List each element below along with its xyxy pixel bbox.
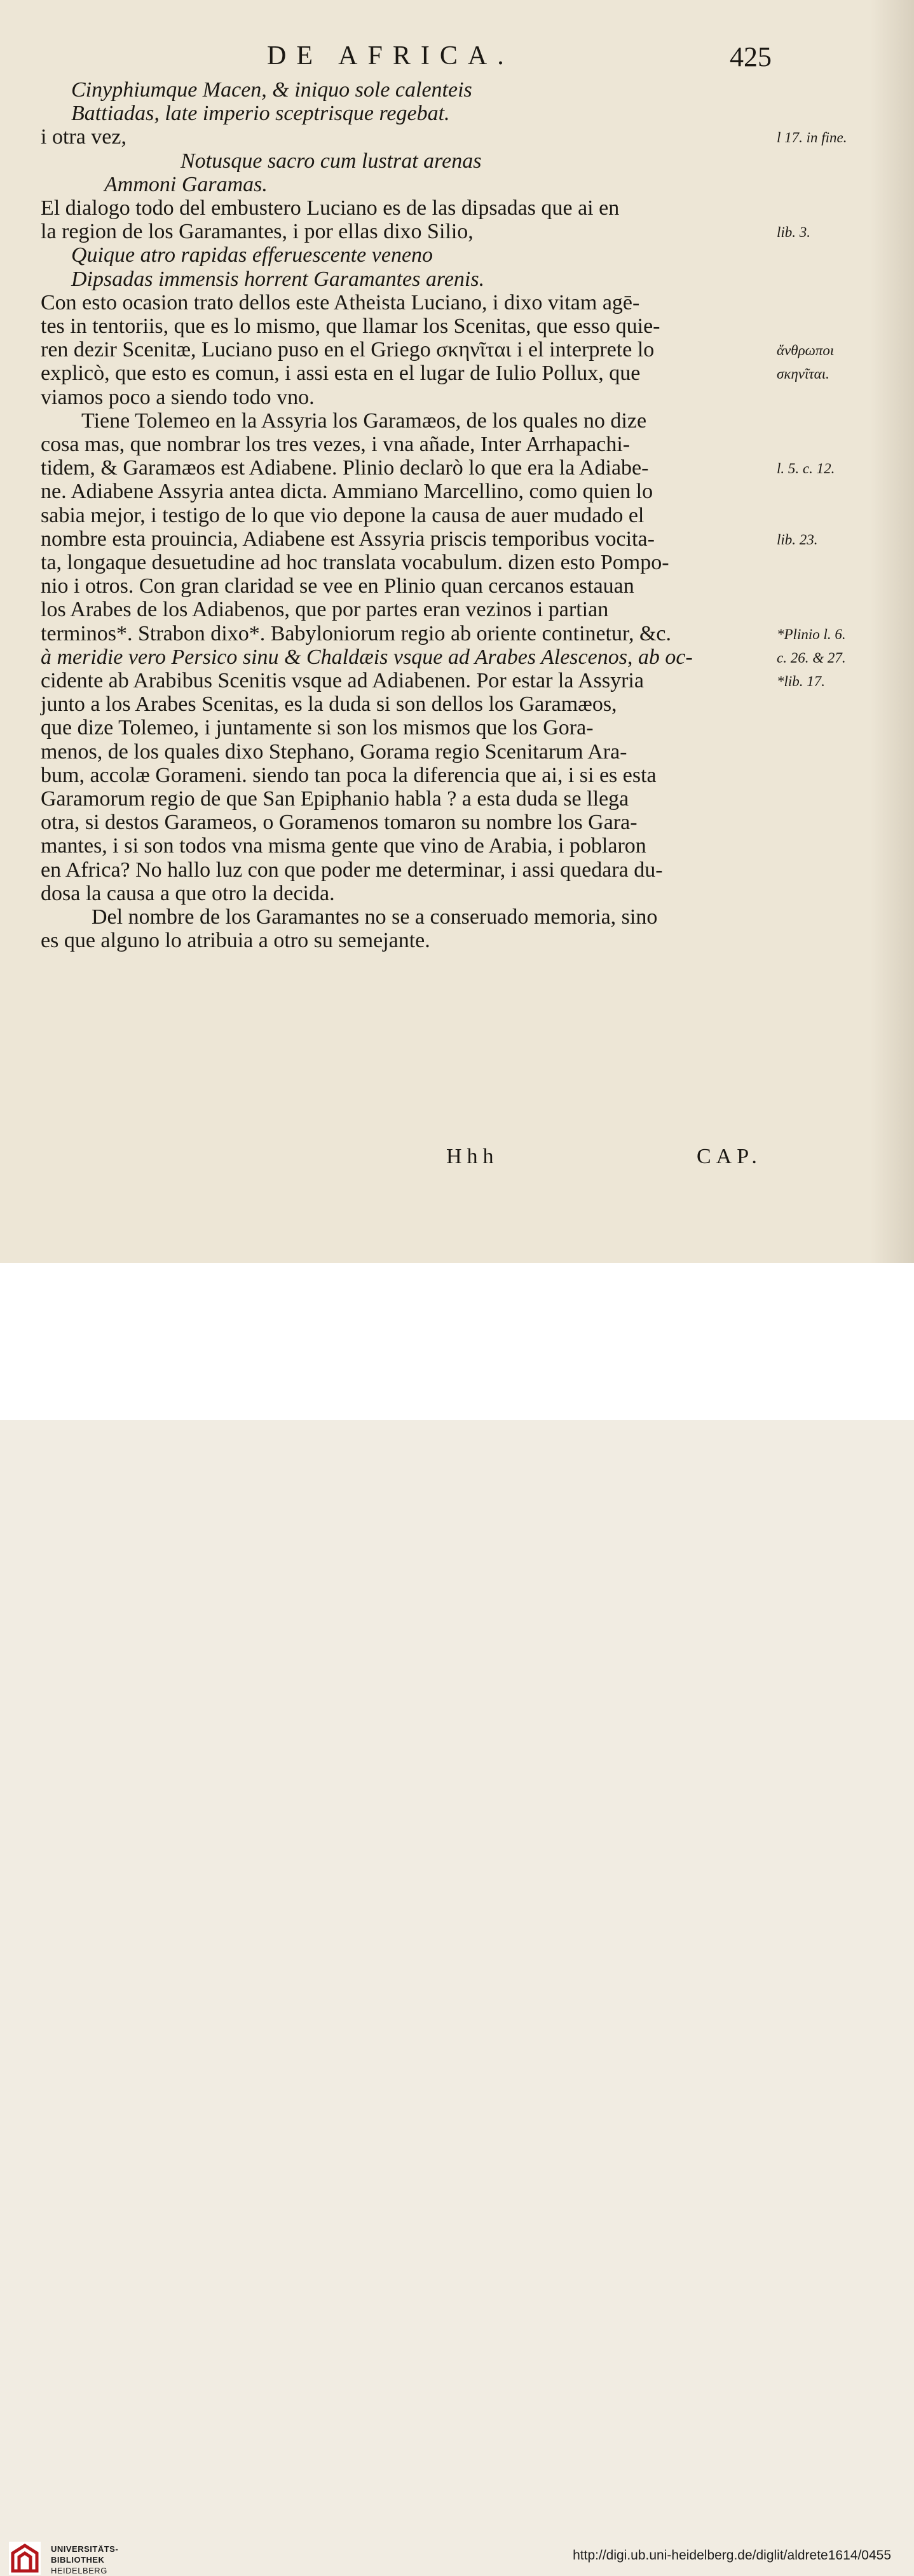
margin-note: l 17. in fine. — [777, 130, 847, 146]
text-line: que dize Tolemeo, i juntamente si son los mismos que los Gora- — [41, 716, 594, 740]
text-line: cidente ab Arabibus Scenitis vsque ad Adiabenen. Por estar la Assyria — [41, 669, 644, 692]
text-line: es que alguno lo atribuia a otro su semejante. — [41, 929, 430, 953]
text-line: menos, de los quales dixo Stephano, Gorama regio Scenitarum Ara- — [41, 739, 627, 764]
text-line: la region de los Garamantes, i por ellas dixo Silio, — [41, 220, 474, 244]
text-line: mantes, i si son todos vna misma gente que vino de Arabia, i poblaron — [41, 834, 646, 858]
text-line: tidem, & Garamæos est Adiabene. Plinio declarò lo que era la Adiabe- — [41, 456, 649, 480]
text-line: Tiene Tolemeo en la Assyria los Garamæos, de los quales no dize — [81, 408, 647, 433]
text-line: nio i otros. Con gran claridad se vee en Plinio quan cercanos estauan — [41, 574, 634, 598]
margin-note: *lib. 17. — [777, 673, 826, 689]
text-line: ren dezir Scenitæ, Luciano puso en el Griego σκηνῖται i el interprete lo — [41, 338, 655, 362]
margin-note: c. 26. & 27. — [777, 649, 846, 666]
text-line: à meridie vero Persico sinu & Chaldæis vsque ad Arabes Alescenos, ab oc- — [41, 645, 693, 669]
text-line: i otra vez, — [41, 125, 126, 149]
text-line: dosa la causa a que otro la decida. — [41, 881, 335, 905]
text-line: Quique atro rapidas efferuescente veneno — [71, 243, 433, 267]
text-line: explicò, que esto es comun, i assi esta en el lugar de Iulio Pollux, que — [41, 361, 641, 386]
library-name-line: BIBLIOTHEK — [51, 2555, 105, 2565]
library-name-line: UNIVERSITÄTS- — [51, 2544, 119, 2554]
page-number: 425 — [730, 41, 772, 72]
text-line: Ammoni Garamas. — [104, 172, 268, 196]
text-line: viamos poco a siendo todo vno. — [41, 385, 315, 409]
margin-note: l. 5. c. 12. — [777, 461, 835, 477]
margin-note: *Plinio l. 6. — [777, 626, 846, 642]
text-line: sabia mejor, i testigo de lo que vio depone la causa de auer mudado el — [41, 503, 645, 527]
text-line: nombre esta prouincia, Adiabene est Assyria priscis temporibus vocita- — [41, 527, 655, 551]
text-line: Garamorum regio de que San Epiphanio habla ? a esta duda se llega — [41, 787, 629, 811]
catchword: CAP. — [697, 1145, 762, 1168]
text-line: Notusque sacro cum lustrat arenas — [181, 149, 482, 173]
text-line: cosa mas, que nombrar los tres vezes, i vna añade, Inter Arrhapachi- — [41, 433, 631, 456]
source-url-link[interactable]: http://digi.ub.uni-heidelberg.de/diglit/aldrete1614/0455 — [573, 2548, 891, 2563]
text-line: bum, accolæ Gorameni. siendo tan poca la diferencia que ai, i si es esta — [41, 763, 657, 787]
text-line: tes in tentoriis, que es lo mismo, que llamar los Scenitas, que esso quie- — [41, 314, 660, 338]
text-line: Con esto ocasion trato dellos este Atheista Luciano, i dixo vitam agē- — [41, 290, 640, 314]
book-page — [0, 0, 914, 1263]
footer-bar — [0, 1263, 914, 2575]
library-name-line: HEIDELBERG — [51, 2566, 107, 2575]
library-logo-icon — [9, 2542, 41, 2575]
text-line: otra, si destos Garameos, o Goramenos tomaron su nombre los Gara- — [41, 811, 638, 835]
library-name — [51, 2544, 118, 2576]
text-line: Dipsadas immensis horrent Garamantes arenis. — [71, 267, 485, 291]
page-header — [0, 41, 914, 79]
margin-note: lib. 23. — [777, 531, 818, 548]
text-line: junto a los Arabes Scenitas, es la duda si son dellos los Garamæos, — [41, 692, 617, 717]
text-line: terminos*. Strabon dixo*. Babyloniorum regio ab oriente continetur, &c. — [41, 621, 671, 645]
running-title: DE AFRICA. — [267, 41, 514, 71]
text-line: en Africa? No hallo luz con que poder me determinar, i assi quedara du- — [41, 858, 663, 882]
text-line: Cinyphiumque Macen, & iniquo sole calenteis — [71, 78, 472, 102]
text-line: ta, longaque desuetudine ad hoc translata vocabulum. dizen esto Pompo- — [41, 551, 669, 574]
margin-note: ἄνθρωποι — [777, 342, 835, 359]
margin-note: σκηνῖται. — [777, 366, 829, 382]
margin-note: lib. 3. — [777, 224, 811, 241]
signature-mark: Hhh — [446, 1145, 499, 1168]
text-line: Del nombre de los Garamantes no se a conseruado memoria, sino — [92, 905, 658, 929]
text-line: los Arabes de los Adiabenos, que por partes eran vezinos i partian — [41, 598, 609, 622]
text-line: Battiadas, late imperio sceptrisque regebat. — [71, 102, 450, 126]
text-line: ne. Adiabene Assyria antea dicta. Ammiano Marcellino, como quien lo — [41, 480, 653, 504]
text-line: El dialogo todo del embustero Luciano es de las dipsadas que ai en — [41, 196, 620, 220]
page-edge-shadow — [870, 0, 914, 1263]
